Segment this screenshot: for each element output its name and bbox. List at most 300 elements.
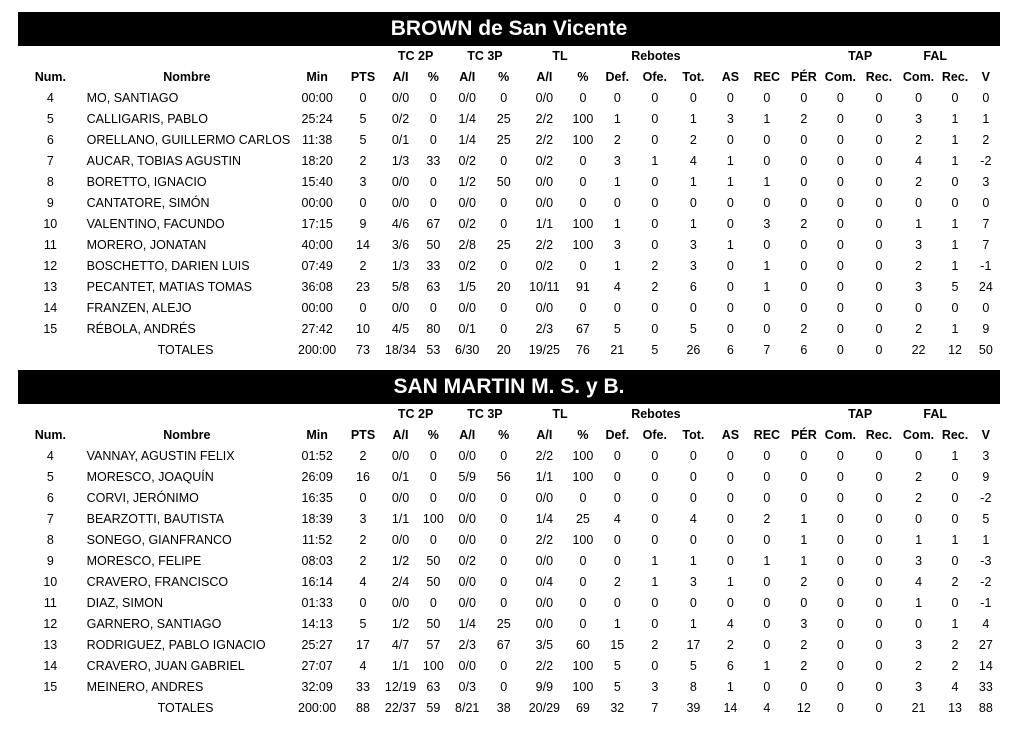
cell-valoracion: 0 xyxy=(982,301,990,315)
cell-rec: 0 xyxy=(763,133,771,147)
group-header-tap: TAP xyxy=(848,407,873,421)
cell-as: 0 xyxy=(726,322,734,336)
cell-num: 15 xyxy=(43,680,58,694)
cell-tap-com: 0 xyxy=(836,449,844,463)
cell-reb-ofe: 0 xyxy=(651,533,659,547)
cell-tap-com: 0 xyxy=(836,638,844,652)
cell-rec: 0 xyxy=(763,301,771,315)
cell-as: 0 xyxy=(726,554,734,568)
player-row xyxy=(18,319,1000,340)
cell-pts: 2 xyxy=(359,449,367,463)
team-section-san-martin xyxy=(18,370,1000,719)
cell-as: 0 xyxy=(726,512,734,526)
cell-tc3p-ai: 0/0 xyxy=(458,575,476,589)
cell-tc3p-ai: 0/0 xyxy=(458,533,476,547)
column-header-reb-def: Def. xyxy=(605,428,630,442)
cell-tc2p-ai: 0/0 xyxy=(391,91,410,105)
cell-per: 2 xyxy=(800,112,808,126)
cell-tc2p-ai: 1/1 xyxy=(391,659,410,673)
cell-tap-rec: 0 xyxy=(875,280,883,294)
cell-tc2p-ai: 0/2 xyxy=(391,112,410,126)
cell-reb-ofe: 0 xyxy=(651,112,659,126)
cell-tl-pct: 100 xyxy=(572,217,594,231)
cell-valoracion: 24 xyxy=(978,280,993,294)
cell-tl-ai: 1/1 xyxy=(535,217,554,231)
group-header-tc3p: TC 3P xyxy=(467,49,503,63)
cell-tap-com: 0 xyxy=(836,512,844,526)
cell-tl-ai: 2/2 xyxy=(535,112,554,126)
column-header-tap-com: Com. xyxy=(824,70,856,84)
cell-tc2p-ai: 0/0 xyxy=(391,449,410,463)
column-header-reb-tot: Tot. xyxy=(682,70,705,84)
cell-nombre: CORVI, JERÓNIMO xyxy=(86,491,199,505)
cell-min: 16:35 xyxy=(301,491,333,505)
cell-tc2p-pct: 50 xyxy=(426,554,441,568)
total-tc3p-ai: 6/30 xyxy=(455,343,480,357)
cell-as: 0 xyxy=(726,596,734,610)
column-header-nombre: Nombre xyxy=(163,428,211,442)
cell-nombre: CRAVERO, JUAN GABRIEL xyxy=(86,659,245,673)
cell-rec: 1 xyxy=(763,259,771,273)
cell-pts: 2 xyxy=(359,554,367,568)
column-header-reb-def: Def. xyxy=(605,70,630,84)
cell-per: 0 xyxy=(800,175,808,189)
column-header-tc3p-ai: A/I xyxy=(459,428,476,442)
cell-pts: 14 xyxy=(356,238,370,252)
player-row xyxy=(18,509,1000,530)
cell-tc2p-ai: 0/1 xyxy=(391,470,410,484)
column-header-reb-ofe: Ofe. xyxy=(642,70,667,84)
player-row xyxy=(18,151,1000,172)
cell-tc3p-ai: 1/4 xyxy=(458,617,476,631)
cell-tc3p-ai: 0/0 xyxy=(458,449,476,463)
cell-reb-tot: 0 xyxy=(689,533,697,547)
cell-tc2p-ai: 0/0 xyxy=(391,196,410,210)
cell-reb-def: 3 xyxy=(613,238,621,252)
cell-tc2p-ai: 0/0 xyxy=(391,301,410,315)
cell-reb-ofe: 1 xyxy=(651,575,659,589)
cell-num: 9 xyxy=(46,196,54,210)
cell-tap-com: 0 xyxy=(836,533,844,547)
cell-fal-com: 3 xyxy=(915,238,923,252)
cell-tc2p-ai: 0/0 xyxy=(391,175,410,189)
player-row xyxy=(18,109,1000,130)
cell-as: 3 xyxy=(726,112,734,126)
cell-rec: 0 xyxy=(763,638,771,652)
cell-tc3p-ai: 0/0 xyxy=(458,196,476,210)
cell-tc2p-pct: 0 xyxy=(429,175,437,189)
cell-reb-def: 5 xyxy=(613,680,621,694)
cell-valoracion: -1 xyxy=(980,259,992,273)
cell-tc2p-ai: 4/6 xyxy=(391,217,410,231)
cell-tl-ai: 2/3 xyxy=(535,322,554,336)
player-row xyxy=(18,88,1000,109)
total-num xyxy=(18,340,83,361)
cell-tl-pct: 100 xyxy=(572,533,594,547)
cell-tc3p-ai: 0/2 xyxy=(458,554,476,568)
cell-reb-ofe: 0 xyxy=(651,596,659,610)
cell-fal-rec: 0 xyxy=(951,554,959,568)
cell-tl-pct: 0 xyxy=(579,617,587,631)
total-pts: 88 xyxy=(356,701,370,715)
group-header-row xyxy=(18,404,1000,425)
cell-per: 0 xyxy=(800,449,808,463)
cell-reb-tot: 0 xyxy=(689,470,697,484)
cell-num: 6 xyxy=(46,133,54,147)
cell-valoracion: 27 xyxy=(978,638,993,652)
cell-min: 27:42 xyxy=(301,322,333,336)
cell-tap-rec: 0 xyxy=(875,238,883,252)
cell-rec: 0 xyxy=(763,91,771,105)
cell-per: 2 xyxy=(800,638,808,652)
cell-tl-ai: 0/0 xyxy=(535,91,554,105)
cell-tap-rec: 0 xyxy=(875,196,883,210)
cell-tap-rec: 0 xyxy=(875,638,883,652)
cell-tap-rec: 0 xyxy=(875,512,883,526)
cell-num: 4 xyxy=(46,91,54,105)
cell-tl-ai: 1/1 xyxy=(535,470,554,484)
cell-nombre: BOSCHETTO, DARIEN LUIS xyxy=(86,259,250,273)
cell-valoracion: 7 xyxy=(982,238,990,252)
cell-tap-com: 0 xyxy=(836,575,844,589)
cell-tap-rec: 0 xyxy=(875,301,883,315)
cell-num: 12 xyxy=(43,259,58,273)
cell-pts: 0 xyxy=(359,491,367,505)
cell-tc3p-pct: 0 xyxy=(500,491,508,505)
cell-tc3p-pct: 25 xyxy=(496,617,511,631)
column-header-tl-pct: % xyxy=(577,428,589,442)
total-tap-rec: 0 xyxy=(875,343,883,357)
cell-reb-ofe: 2 xyxy=(651,280,659,294)
cell-per: 0 xyxy=(800,154,808,168)
total-tl-pct: 69 xyxy=(575,701,590,715)
group-header-fal: FAL xyxy=(923,49,948,63)
cell-tc3p-ai: 0/0 xyxy=(458,491,476,505)
cell-tc2p-ai: 0/0 xyxy=(391,491,410,505)
cell-per: 0 xyxy=(800,133,808,147)
cell-tl-ai: 0/0 xyxy=(535,301,554,315)
total-tl-ai: 20/29 xyxy=(528,701,560,715)
cell-tap-rec: 0 xyxy=(875,575,883,589)
cell-reb-def: 0 xyxy=(613,449,621,463)
cell-num: 11 xyxy=(43,238,57,252)
cell-tc2p-pct: 80 xyxy=(426,322,441,336)
column-header-fal-com: Com. xyxy=(902,428,935,442)
cell-nombre: MORERO, JONATAN xyxy=(86,238,207,252)
cell-tc3p-pct: 0 xyxy=(500,533,508,547)
cell-reb-def: 2 xyxy=(613,575,621,589)
cell-tc2p-pct: 33 xyxy=(426,154,441,168)
cell-tc3p-ai: 0/2 xyxy=(458,154,476,168)
player-row xyxy=(18,446,1000,467)
total-tc2p-ai: 18/34 xyxy=(384,343,417,357)
cell-fal-com: 3 xyxy=(915,554,923,568)
cell-fal-com: 2 xyxy=(915,322,923,336)
column-header-min: Min xyxy=(306,428,328,442)
cell-tap-com: 0 xyxy=(836,133,844,147)
cell-nombre: MORESCO, JOAQUÍN xyxy=(86,470,214,484)
cell-min: 18:39 xyxy=(301,512,333,526)
cell-min: 07:49 xyxy=(301,259,333,273)
cell-rec: 1 xyxy=(763,175,771,189)
cell-reb-tot: 2 xyxy=(689,133,697,147)
cell-tc3p-pct: 25 xyxy=(496,112,511,126)
cell-tap-rec: 0 xyxy=(875,175,883,189)
cell-tc2p-pct: 50 xyxy=(426,238,441,252)
cell-tc3p-pct: 50 xyxy=(496,175,511,189)
cell-rec: 1 xyxy=(763,280,771,294)
cell-tap-com: 0 xyxy=(836,680,844,694)
cell-reb-ofe: 0 xyxy=(651,491,659,505)
cell-reb-tot: 1 xyxy=(689,617,697,631)
cell-tc3p-ai: 2/3 xyxy=(458,638,476,652)
column-header-rec: REC xyxy=(753,428,781,442)
cell-tc2p-ai: 1/2 xyxy=(391,617,410,631)
column-header-num: Num. xyxy=(34,428,66,442)
cell-tl-ai: 0/2 xyxy=(535,259,554,273)
total-rec: 7 xyxy=(763,343,771,357)
cell-tc2p-pct: 100 xyxy=(422,659,444,673)
cell-reb-ofe: 0 xyxy=(651,470,659,484)
cell-reb-tot: 4 xyxy=(689,154,697,168)
group-header-rebotes: Rebotes xyxy=(631,407,681,421)
cell-tap-com: 0 xyxy=(836,217,844,231)
cell-num: 4 xyxy=(46,449,54,463)
cell-tc2p-pct: 0 xyxy=(429,470,437,484)
cell-reb-ofe: 0 xyxy=(651,301,659,315)
cell-reb-def: 0 xyxy=(613,470,621,484)
column-header-tap-com: Com. xyxy=(824,428,856,442)
cell-reb-tot: 0 xyxy=(689,91,697,105)
column-header-tc2p-ai: A/I xyxy=(392,70,409,84)
cell-tc2p-ai: 2/4 xyxy=(391,575,410,589)
cell-pts: 4 xyxy=(359,575,367,589)
cell-per: 0 xyxy=(800,91,808,105)
cell-tc2p-pct: 63 xyxy=(426,280,441,294)
cell-tap-com: 0 xyxy=(836,280,844,294)
cell-tap-rec: 0 xyxy=(875,554,883,568)
cell-tc3p-ai: 0/0 xyxy=(458,659,476,673)
cell-nombre: AUCAR, TOBIAS AGUSTIN xyxy=(86,154,242,168)
totals-row xyxy=(18,698,1000,719)
cell-tl-ai: 0/0 xyxy=(535,175,554,189)
cell-per: 2 xyxy=(800,322,808,336)
cell-tap-rec: 0 xyxy=(875,680,883,694)
cell-reb-def: 0 xyxy=(613,491,621,505)
cell-tap-rec: 0 xyxy=(875,91,883,105)
cell-reb-ofe: 0 xyxy=(651,91,659,105)
cell-tc3p-pct: 0 xyxy=(500,596,508,610)
cell-min: 11:38 xyxy=(301,133,333,147)
total-reb-tot: 39 xyxy=(686,701,701,715)
cell-tap-com: 0 xyxy=(836,154,844,168)
cell-tl-pct: 67 xyxy=(575,322,590,336)
cell-tc3p-pct: 20 xyxy=(496,280,511,294)
cell-pts: 2 xyxy=(359,154,367,168)
cell-tap-rec: 0 xyxy=(875,449,883,463)
cell-tc3p-ai: 0/1 xyxy=(458,322,476,336)
cell-as: 0 xyxy=(726,280,734,294)
column-header-tc3p-ai: A/I xyxy=(459,70,476,84)
cell-tc3p-ai: 0/0 xyxy=(458,596,476,610)
cell-tc3p-pct: 0 xyxy=(500,91,508,105)
cell-fal-rec: 1 xyxy=(951,617,959,631)
cell-min: 08:03 xyxy=(301,554,333,568)
column-header-row xyxy=(18,425,1000,446)
cell-tc2p-pct: 50 xyxy=(426,617,441,631)
column-header-tc2p-ai: A/I xyxy=(392,428,409,442)
cell-tl-pct: 60 xyxy=(575,638,590,652)
cell-min: 25:27 xyxy=(301,638,333,652)
cell-tc2p-ai: 4/7 xyxy=(391,638,410,652)
cell-valoracion: 5 xyxy=(982,512,990,526)
cell-tc3p-pct: 0 xyxy=(500,554,508,568)
group-header-tc3p: TC 3P xyxy=(467,407,503,421)
cell-min: 11:52 xyxy=(301,533,333,547)
cell-valoracion: 4 xyxy=(982,617,990,631)
cell-reb-def: 5 xyxy=(613,659,621,673)
column-header-as: AS xyxy=(721,70,740,84)
player-row xyxy=(18,593,1000,614)
cell-nombre: ORELLANO, GUILLERMO CARLOS xyxy=(86,133,291,147)
cell-min: 40:00 xyxy=(301,238,333,252)
cell-min: 01:52 xyxy=(301,449,333,463)
cell-pts: 33 xyxy=(356,680,370,694)
cell-tl-pct: 100 xyxy=(572,449,594,463)
cell-tc3p-ai: 1/4 xyxy=(458,112,476,126)
stats-table xyxy=(18,404,1000,719)
column-header-nombre: Nombre xyxy=(163,70,211,84)
cell-reb-def: 1 xyxy=(613,175,621,189)
cell-per: 0 xyxy=(800,596,808,610)
cell-fal-com: 1 xyxy=(915,217,923,231)
cell-num: 12 xyxy=(43,617,58,631)
cell-tap-rec: 0 xyxy=(875,491,883,505)
total-fal-com: 22 xyxy=(911,343,926,357)
cell-min: 00:00 xyxy=(301,301,333,315)
cell-reb-tot: 1 xyxy=(689,112,697,126)
cell-fal-com: 3 xyxy=(915,680,923,694)
cell-valoracion: 2 xyxy=(982,133,990,147)
cell-reb-tot: 8 xyxy=(689,680,697,694)
cell-tl-pct: 0 xyxy=(579,154,587,168)
total-valoracion: 50 xyxy=(978,343,993,357)
cell-valoracion: 0 xyxy=(982,196,990,210)
cell-tl-ai: 2/2 xyxy=(535,133,554,147)
cell-as: 0 xyxy=(726,470,734,484)
cell-tc3p-ai: 1/4 xyxy=(458,133,476,147)
column-header-tap-rec: Rec. xyxy=(865,428,893,442)
cell-tl-pct: 100 xyxy=(572,470,594,484)
cell-fal-com: 0 xyxy=(915,449,923,463)
cell-reb-ofe: 0 xyxy=(651,449,659,463)
cell-nombre: PECANTET, MATIAS TOMAS xyxy=(86,280,252,294)
cell-reb-ofe: 0 xyxy=(651,133,659,147)
total-tc3p-pct: 38 xyxy=(496,701,511,715)
cell-valoracion: -1 xyxy=(980,596,992,610)
cell-rec: 0 xyxy=(763,322,771,336)
cell-fal-com: 2 xyxy=(915,659,923,673)
cell-tc3p-pct: 56 xyxy=(496,470,511,484)
column-header-tl-pct: % xyxy=(577,70,589,84)
cell-per: 0 xyxy=(800,196,808,210)
cell-tap-com: 0 xyxy=(836,196,844,210)
cell-per: 2 xyxy=(800,575,808,589)
cell-fal-rec: 1 xyxy=(951,238,959,252)
cell-pts: 0 xyxy=(359,196,367,210)
cell-nombre: VANNAY, AGUSTIN FELIX xyxy=(86,449,235,463)
cell-fal-rec: 1 xyxy=(951,133,959,147)
cell-per: 0 xyxy=(800,301,808,315)
cell-fal-rec: 0 xyxy=(951,301,959,315)
cell-tap-rec: 0 xyxy=(875,533,883,547)
total-fal-com: 21 xyxy=(911,701,926,715)
cell-reb-tot: 1 xyxy=(689,217,697,231)
column-header-fal-rec: Rec. xyxy=(941,428,969,442)
cell-reb-ofe: 0 xyxy=(651,659,659,673)
cell-fal-rec: 0 xyxy=(951,491,959,505)
cell-as: 1 xyxy=(726,154,734,168)
cell-rec: 0 xyxy=(763,575,771,589)
column-header-reb-ofe: Ofe. xyxy=(642,428,667,442)
cell-fal-com: 2 xyxy=(915,491,923,505)
cell-fal-com: 3 xyxy=(915,638,923,652)
cell-tc2p-pct: 0 xyxy=(429,491,437,505)
team-section-brown xyxy=(18,12,1000,361)
cell-tl-pct: 91 xyxy=(575,280,590,294)
cell-valoracion: -3 xyxy=(980,554,992,568)
cell-reb-def: 2 xyxy=(613,133,621,147)
cell-tc3p-pct: 0 xyxy=(500,659,508,673)
cell-per: 0 xyxy=(800,259,808,273)
cell-fal-com: 2 xyxy=(915,175,923,189)
cell-num: 7 xyxy=(46,512,54,526)
total-min: 200:00 xyxy=(298,701,337,715)
cell-tc3p-pct: 0 xyxy=(500,301,508,315)
cell-fal-rec: 2 xyxy=(951,575,959,589)
player-row xyxy=(18,467,1000,488)
cell-fal-rec: 0 xyxy=(951,512,959,526)
group-header-tc2p: TC 2P xyxy=(397,49,434,63)
player-row xyxy=(18,635,1000,656)
total-nombre: TOTALES xyxy=(157,343,214,357)
cell-rec: 1 xyxy=(763,659,771,673)
player-row xyxy=(18,298,1000,319)
cell-per: 1 xyxy=(800,554,808,568)
cell-reb-ofe: 0 xyxy=(651,238,659,252)
player-row xyxy=(18,214,1000,235)
cell-valoracion: 9 xyxy=(982,322,990,336)
cell-tl-ai: 10/11 xyxy=(529,280,560,294)
cell-tap-rec: 0 xyxy=(875,617,883,631)
cell-fal-rec: 0 xyxy=(951,175,959,189)
cell-fal-com: 2 xyxy=(915,470,923,484)
total-rec: 4 xyxy=(763,701,771,715)
player-row xyxy=(18,614,1000,635)
cell-pts: 10 xyxy=(356,322,370,336)
cell-fal-com: 0 xyxy=(915,301,923,315)
cell-tap-com: 0 xyxy=(836,491,844,505)
cell-fal-com: 4 xyxy=(915,575,923,589)
group-header-tl: TL xyxy=(552,407,568,421)
cell-num: 8 xyxy=(46,175,54,189)
cell-tl-ai: 2/2 xyxy=(535,449,554,463)
cell-nombre: RODRIGUEZ, PABLO IGNACIO xyxy=(86,638,266,652)
cell-per: 0 xyxy=(800,680,808,694)
column-header-per: PÉR xyxy=(791,428,817,442)
column-header-tl-ai: A/I xyxy=(536,70,553,84)
column-header-as: AS xyxy=(721,428,740,442)
